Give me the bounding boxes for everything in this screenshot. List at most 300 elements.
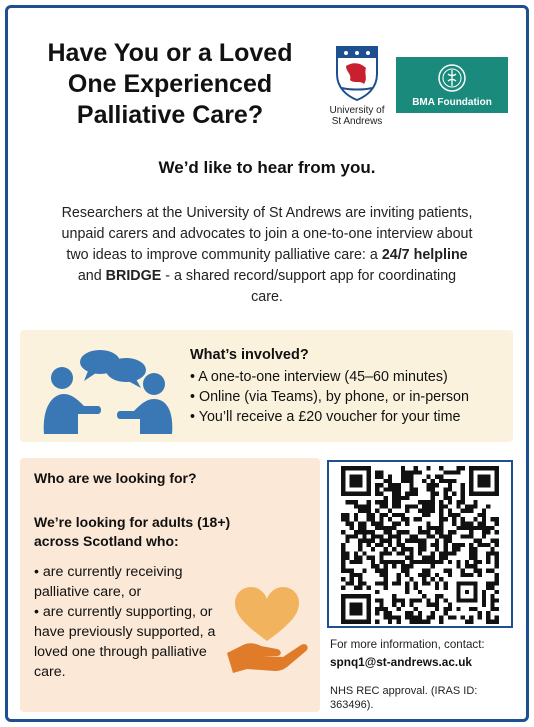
qr-module (367, 594, 371, 598)
intro-text-start: Researchers at the University of St Andrews are inviting patients, unpaid carers and advocates to join a one-to-one interview about two ideas to improve community palliative care: a (61, 205, 473, 263)
qr-module (362, 492, 366, 496)
qr-module (482, 543, 486, 547)
qr-module (388, 517, 392, 521)
qr-module (354, 483, 358, 487)
qr-module (358, 611, 362, 615)
qr-module (362, 504, 366, 508)
qr-module (490, 466, 494, 470)
qr-module (350, 522, 354, 526)
qr-module (495, 517, 499, 521)
qr-module (473, 517, 477, 521)
qr-module (409, 479, 413, 483)
qr-module (379, 492, 383, 496)
subtitle: We’d like to hear from you. (158, 158, 376, 177)
qr-module (431, 526, 435, 530)
qr-module (392, 534, 396, 538)
qr-module (473, 551, 477, 555)
qr-module (473, 590, 477, 594)
qr-module (392, 603, 396, 607)
qr-module (469, 504, 473, 508)
qr-module (367, 556, 371, 560)
qr-module (486, 483, 490, 487)
qr-module (341, 543, 345, 547)
qr-module (448, 603, 452, 607)
qr-module (358, 522, 362, 526)
qr-module (345, 492, 349, 496)
qr-module (426, 526, 430, 530)
qr-module (358, 483, 362, 487)
qr-module (354, 475, 358, 479)
qr-module (469, 543, 473, 547)
qr-module (435, 581, 439, 585)
qr-module (362, 534, 366, 538)
qr-module (379, 500, 383, 504)
qr-module (495, 551, 499, 555)
qr-code-box[interactable] (327, 460, 513, 628)
qr-module (461, 534, 465, 538)
qr-module (354, 492, 358, 496)
qr-module (405, 496, 409, 500)
qr-module (392, 615, 396, 619)
qr-module (384, 551, 388, 555)
qr-module (435, 594, 439, 598)
qr-module (350, 577, 354, 581)
qr-module (379, 543, 383, 547)
list-item: • You’ll receive a £20 voucher for your time (190, 407, 469, 427)
qr-module (358, 475, 362, 479)
qr-module (435, 539, 439, 543)
qr-module (482, 522, 486, 526)
qr-module (392, 564, 396, 568)
qr-module (418, 470, 422, 474)
qr-module (435, 607, 439, 611)
qr-module (397, 522, 401, 526)
qr-module (465, 560, 469, 564)
qr-module (435, 526, 439, 530)
qr-module (486, 615, 490, 619)
qr-module (456, 526, 460, 530)
qr-module (478, 522, 482, 526)
qr-module (422, 581, 426, 585)
qr-module (443, 551, 447, 555)
qr-module (401, 603, 405, 607)
qr-module (431, 551, 435, 555)
qr-module (422, 556, 426, 560)
qr-module (422, 509, 426, 513)
qr-module (354, 611, 358, 615)
qr-module (358, 577, 362, 581)
intro-bridge: BRIDGE (105, 268, 162, 284)
qr-module (401, 568, 405, 572)
qr-module (473, 581, 477, 585)
qr-module (414, 492, 418, 496)
qr-module (448, 470, 452, 474)
list-item: • are currently supporting, or have previously supported, a loved one through palliative care. (34, 602, 234, 682)
qr-module (495, 539, 499, 543)
qr-module (435, 530, 439, 534)
qr-module (409, 615, 413, 619)
qr-module (418, 590, 422, 594)
qr-module (482, 534, 486, 538)
qr-module (405, 475, 409, 479)
qr-module (490, 551, 494, 555)
qr-module (486, 560, 490, 564)
intro-text-end: - a shared record/support app for coordinating care. (161, 268, 457, 305)
qr-module (367, 543, 371, 547)
qr-module (469, 547, 473, 551)
qr-module (482, 517, 486, 521)
qr-module (495, 487, 499, 491)
qr-module (367, 487, 371, 491)
qr-module (495, 522, 499, 526)
qr-module (448, 560, 452, 564)
qr-module (384, 573, 388, 577)
qr-module (495, 620, 499, 624)
qr-module (375, 564, 379, 568)
qr-module (375, 487, 379, 491)
qr-module (341, 517, 345, 521)
qr-module (456, 466, 460, 470)
qr-module (414, 560, 418, 564)
qr-module (362, 568, 366, 572)
qr-module (435, 483, 439, 487)
qr-module (418, 530, 422, 534)
university-logo (327, 44, 387, 127)
qr-module (435, 547, 439, 551)
qr-module (486, 611, 490, 615)
qr-module (379, 568, 383, 572)
qr-module (443, 470, 447, 474)
qr-module (388, 483, 392, 487)
qr-module (443, 568, 447, 572)
qr-module (482, 530, 486, 534)
qr-module (422, 620, 426, 624)
qr-module (448, 483, 452, 487)
qr-module (392, 500, 396, 504)
qr-module (397, 577, 401, 581)
qr-module (422, 479, 426, 483)
qr-module (350, 581, 354, 585)
qr-module (478, 492, 482, 496)
qr-module (405, 539, 409, 543)
qr-module (495, 607, 499, 611)
qr-module (409, 483, 413, 487)
qr-module (448, 500, 452, 504)
qr-module (354, 603, 358, 607)
qr-module (367, 504, 371, 508)
list-item: • Online (via Teams), by phone, or in-person (190, 387, 469, 407)
approval-note: NHS REC approval. (IRAS ID: 363496). (330, 685, 478, 711)
qr-module (341, 615, 345, 619)
qr-module (456, 594, 460, 598)
qr-module (392, 513, 396, 517)
qr-module (452, 517, 456, 521)
qr-module (443, 543, 447, 547)
qr-module (486, 543, 490, 547)
qr-module (495, 590, 499, 594)
qr-module (461, 598, 465, 602)
qr-module (448, 539, 452, 543)
qr-module (426, 530, 430, 534)
qr-module (409, 577, 413, 581)
qr-module (350, 475, 354, 479)
qr-module (473, 547, 477, 551)
qr-module (490, 581, 494, 585)
qr-module (456, 543, 460, 547)
qr-module (388, 526, 392, 530)
qr-module (490, 620, 494, 624)
qr-module (345, 581, 349, 585)
qr-module (371, 547, 375, 551)
qr-module (375, 607, 379, 611)
list-item: • are currently receiving palliative care, or (34, 562, 234, 602)
qr-module (379, 534, 383, 538)
qr-module (469, 487, 473, 491)
qr-module (426, 509, 430, 513)
qr-module (478, 483, 482, 487)
qr-module (426, 560, 430, 564)
qr-module (478, 543, 482, 547)
qr-module (461, 500, 465, 504)
qr-module (384, 568, 388, 572)
qr-module (354, 504, 358, 508)
qr-module (401, 530, 405, 534)
qr-module (490, 586, 494, 590)
qr-module (354, 500, 358, 504)
qr-module (379, 560, 383, 564)
qr-module (392, 598, 396, 602)
qr-module (392, 547, 396, 551)
qr-module (375, 611, 379, 615)
qr-module (486, 479, 490, 483)
qr-module (367, 607, 371, 611)
qr-module (456, 513, 460, 517)
qr-module (354, 513, 358, 517)
qr-module (469, 509, 473, 513)
qr-module (397, 483, 401, 487)
qr-module (448, 496, 452, 500)
qr-module (426, 483, 430, 487)
qr-module (388, 487, 392, 491)
looking-subheading: We’re looking for adults (18+) across Scotland who: (34, 514, 231, 549)
qr-module (405, 470, 409, 474)
qr-module (409, 475, 413, 479)
qr-module (448, 607, 452, 611)
qr-module (414, 620, 418, 624)
qr-module (422, 500, 426, 504)
qr-module (473, 466, 477, 470)
qr-module (375, 475, 379, 479)
qr-module (397, 496, 401, 500)
qr-module (371, 522, 375, 526)
qr-module (490, 539, 494, 543)
qr-module (397, 534, 401, 538)
qr-module (478, 526, 482, 530)
qr-module (371, 564, 375, 568)
qr-module (469, 526, 473, 530)
qr-module (495, 479, 499, 483)
qr-module (388, 620, 392, 624)
list-item: • A one-to-one interview (45–60 minutes) (190, 367, 469, 387)
qr-module (426, 581, 430, 585)
qr-module (375, 483, 379, 487)
qr-module (392, 522, 396, 526)
bma-emblem-icon (437, 63, 467, 93)
qr-module (358, 607, 362, 611)
qr-module (456, 590, 460, 594)
qr-module (367, 603, 371, 607)
qr-module (397, 500, 401, 504)
qr-module (354, 479, 358, 483)
qr-module (439, 530, 443, 534)
qr-module (341, 530, 345, 534)
qr-module (482, 526, 486, 530)
whats-involved-heading: What’s involved? (190, 347, 309, 363)
qr-module (409, 534, 413, 538)
qr-module (388, 475, 392, 479)
qr-module (362, 522, 366, 526)
qr-module (482, 466, 486, 470)
qr-module (482, 513, 486, 517)
qr-module (452, 615, 456, 619)
qr-module (469, 522, 473, 526)
qr-module (465, 598, 469, 602)
qr-module (461, 487, 465, 491)
qr-module (461, 543, 465, 547)
qr-module (486, 551, 490, 555)
qr-module (422, 560, 426, 564)
qr-module (371, 539, 375, 543)
qr-module (401, 479, 405, 483)
qr-module (469, 534, 473, 538)
qr-module (341, 594, 345, 598)
page-title: Have You or a Loved One Experienced Palliative Care? (47, 39, 293, 129)
qr-module (478, 560, 482, 564)
qr-module (495, 564, 499, 568)
qr-module (405, 504, 409, 508)
qr-module (367, 539, 371, 543)
qr-module (439, 526, 443, 530)
qr-module (354, 556, 358, 560)
qr-module (367, 470, 371, 474)
qr-module (345, 517, 349, 521)
qr-module (409, 611, 413, 615)
qr-module (414, 466, 418, 470)
qr-module (367, 475, 371, 479)
qr-module (345, 594, 349, 598)
qr-module (341, 483, 345, 487)
qr-module (379, 470, 383, 474)
qr-module (495, 556, 499, 560)
qr-module (452, 551, 456, 555)
qr-module (439, 534, 443, 538)
qr-module (405, 586, 409, 590)
qr-module (341, 466, 345, 470)
qr-module (443, 547, 447, 551)
qr-module (350, 534, 354, 538)
qr-module (392, 492, 396, 496)
qr-module (354, 530, 358, 534)
qr-module (362, 509, 366, 513)
qr-module (405, 573, 409, 577)
qr-module (350, 483, 354, 487)
qr-module (384, 526, 388, 530)
qr-module (473, 598, 477, 602)
qr-module (414, 487, 418, 491)
qr-module (482, 479, 486, 483)
qr-module (452, 547, 456, 551)
qr-module (469, 620, 473, 624)
qr-module (414, 615, 418, 619)
contact-email-link[interactable]: spnq1@st-andrews.ac.uk (330, 655, 472, 669)
qr-module (409, 560, 413, 564)
qr-module (375, 620, 379, 624)
qr-module (443, 607, 447, 611)
qr-module (478, 539, 482, 543)
qr-module (461, 573, 465, 577)
qr-module (439, 620, 443, 624)
qr-module (379, 539, 383, 543)
qr-module (461, 466, 465, 470)
qr-module (388, 560, 392, 564)
qr-module (465, 504, 469, 508)
qr-module (452, 492, 456, 496)
qr-module (439, 509, 443, 513)
qr-module (367, 611, 371, 615)
qr-module (478, 568, 482, 572)
qr-module (473, 500, 477, 504)
qr-module (418, 526, 422, 530)
qr-module (358, 492, 362, 496)
qr-module (495, 466, 499, 470)
qr-module (439, 522, 443, 526)
qr-module (456, 470, 460, 474)
qr-module (443, 586, 447, 590)
qr-module (345, 513, 349, 517)
qr-module (405, 547, 409, 551)
qr-module (456, 607, 460, 611)
qr-module (490, 598, 494, 602)
qr-code[interactable] (337, 466, 503, 624)
qr-module (452, 530, 456, 534)
qr-module (401, 466, 405, 470)
qr-module (375, 500, 379, 504)
qr-module (354, 586, 358, 590)
qr-module (414, 581, 418, 585)
qr-module (392, 504, 396, 508)
qr-module (354, 517, 358, 521)
qr-module (414, 586, 418, 590)
qr-module (495, 543, 499, 547)
qr-module (379, 603, 383, 607)
qr-module (422, 577, 426, 581)
qr-module (401, 496, 405, 500)
qr-module (443, 504, 447, 508)
qr-module (401, 547, 405, 551)
qr-module (478, 611, 482, 615)
qr-module (490, 492, 494, 496)
qr-module (431, 577, 435, 581)
qr-module (482, 598, 486, 602)
qr-module (431, 534, 435, 538)
qr-module (405, 564, 409, 568)
qr-module (456, 547, 460, 551)
qr-module (367, 483, 371, 487)
heart-in-hand-icon (225, 583, 309, 673)
qr-module (358, 603, 362, 607)
qr-module (397, 598, 401, 602)
qr-module (354, 466, 358, 470)
